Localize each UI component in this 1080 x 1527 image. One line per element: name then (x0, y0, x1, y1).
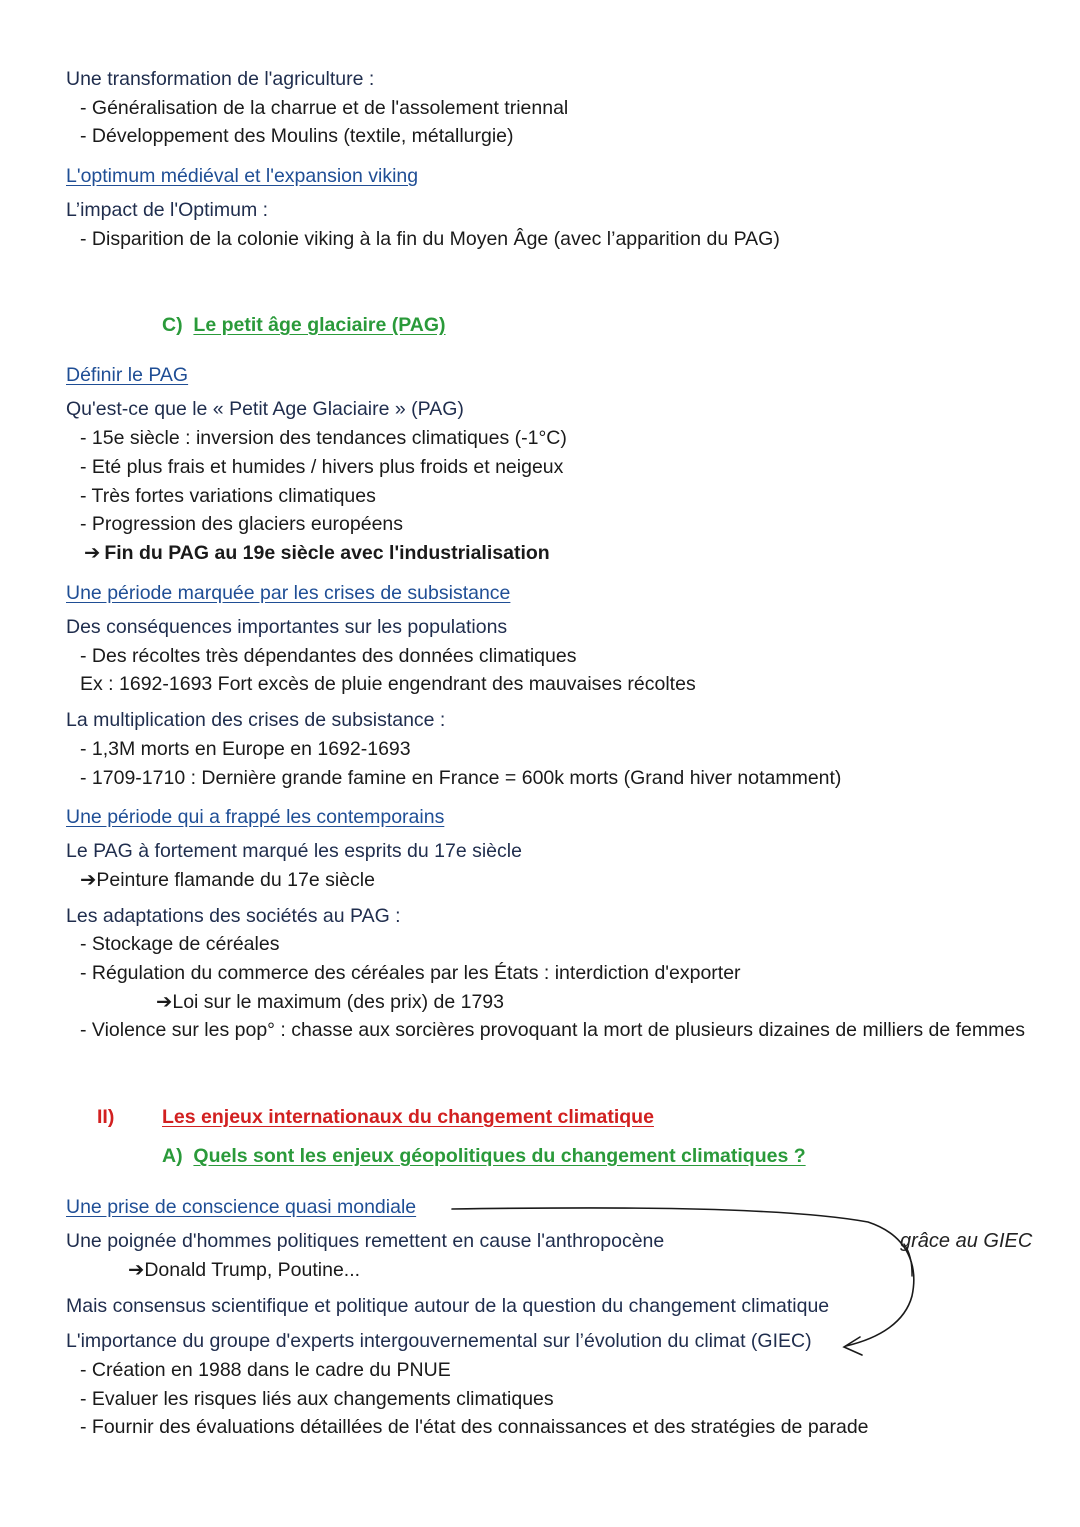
contemporaries-heading: Le PAG à fortement marqué les esprits du 17e siècle (66, 840, 522, 862)
arrow-right-icon: ➔ (156, 991, 173, 1013)
arrow-right-icon: ➔ (84, 542, 101, 564)
definition-heading: Qu'est-ce que le « Petit Age Glaciaire » (PAG) (66, 398, 464, 420)
definition-conclusion: ➔ Fin du PAG au 19e siècle avec l'industrialisation (84, 542, 550, 564)
list-item: - Des récoltes très dépendantes des données climatiques (80, 645, 577, 667)
list-item: - 1709-1710 : Dernière grande famine en France = 600k morts (Grand hiver notamment) (80, 767, 842, 789)
handwritten-note: grâce au GIEC (900, 1230, 1033, 1252)
giec-heading: L'importance du groupe d'experts intergouvernemental sur l’évolution du climat (GIEC) (66, 1330, 812, 1352)
impact-heading: L’impact de l'Optimum : (66, 199, 269, 221)
list-item: - Disparition de la colonie viking à la fin du Moyen Âge (avec l’apparition du PAG) (80, 228, 780, 250)
list-item: - Violence sur les pop° : chasse aux sorcières provoquant la mort de plusieurs dizaines de milliers de femmes (80, 1019, 1025, 1041)
list-item: - Evaluer les risques liés aux changements climatiques (80, 1388, 554, 1410)
consequences-heading: Des conséquences importantes sur les populations (66, 616, 508, 638)
politicians-line: Une poignée d'hommes politiques remettent en cause l'anthropocène (66, 1230, 665, 1252)
section-letter: C) (162, 314, 183, 336)
section-letter: A) (162, 1145, 183, 1167)
list-item: - Stockage de céréales (80, 933, 280, 955)
list-item: - 15e siècle : inversion des tendances climatiques (-1°C) (80, 427, 567, 449)
multiplication-heading: La multiplication des crises de subsistance : (66, 709, 446, 731)
arrow-right-icon: ➔ (128, 1259, 145, 1281)
part-title: Les enjeux internationaux du changement climatique (162, 1106, 654, 1128)
consensus-line: Mais consensus scientifique et politique autour de la question du changement climatique (66, 1295, 830, 1317)
arrow-right-icon: ➔ (80, 869, 97, 891)
list-item: - Eté plus frais et humides / hivers plus froids et neigeux (80, 456, 564, 478)
viking-subtitle: L'optimum médiéval et l'expansion viking (66, 165, 419, 187)
list-item: - Régulation du commerce des céréales par les États : interdiction d'exporter (80, 962, 741, 984)
list-item: - Développement des Moulins (textile, métallurgie) (80, 125, 514, 147)
list-item: - Généralisation de la charrue et de l'assolement triennal (80, 97, 569, 119)
definition-subtitle: Définir le PAG (66, 364, 189, 386)
maximum-law-line: ➔Loi sur le maximum (des prix) de 1793 (156, 991, 504, 1013)
awareness-subtitle: Une prise de conscience quasi mondiale (66, 1196, 417, 1218)
adaptations-heading: Les adaptations des sociétés au PAG : (66, 905, 401, 927)
crisis-subtitle: Une période marquée par les crises de subsistance (66, 582, 511, 604)
example-line: Ex : 1692-1693 Fort excès de pluie engendrant des mauvaises récoltes (80, 673, 696, 695)
part-numeral: II) (97, 1106, 115, 1128)
list-item: - 1,3M morts en Europe en 1692-1693 (80, 738, 411, 760)
politicians-example: ➔Donald Trump, Poutine... (128, 1259, 361, 1281)
agriculture-heading: Une transformation de l'agriculture : (66, 68, 375, 90)
list-item: - Très fortes variations climatiques (80, 485, 376, 507)
section-title-text: Quels sont les enjeux géopolitiques du changement climatiques ? (193, 1145, 806, 1167)
list-item: - Fournir des évaluations détaillées de l'état des connaissances et des stratégies de parade (80, 1416, 869, 1438)
contemporaries-subtitle: Une période qui a frappé les contemporains (66, 806, 445, 828)
painting-line: ➔Peinture flamande du 17e siècle (80, 869, 375, 891)
section-title-text: Le petit âge glaciaire (PAG) (193, 314, 446, 336)
list-item: - Création en 1988 dans le cadre du PNUE (80, 1359, 451, 1381)
list-item: - Progression des glaciers européens (80, 513, 404, 535)
